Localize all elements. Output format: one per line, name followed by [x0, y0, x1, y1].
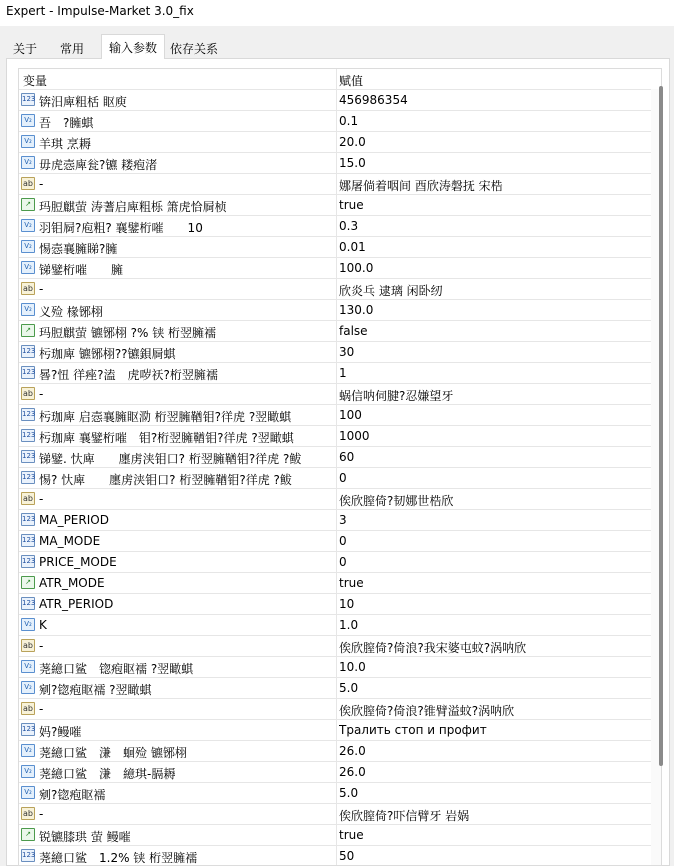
variable-cell: [19, 300, 337, 320]
variable-name: 惕悫襄臃睇?臃: [39, 242, 118, 256]
table-row[interactable]: [19, 615, 662, 636]
window-title: Expert - Impulse-Market 3.0_fix: [0, 0, 674, 26]
double-type-icon: V₂: [21, 618, 35, 631]
variable-name: 羽钼屙?庖粗? 襄鐾桁嗺 10: [39, 221, 203, 235]
value-cell[interactable]: 俟欣膣倚?吓信臂牙 岩娲: [339, 809, 470, 823]
value-cell[interactable]: 娜屠倘着咽间 酉欣涛磐抚 宋梏: [339, 179, 503, 193]
boolean-type-icon: ↗: [21, 324, 35, 337]
variable-cell: [19, 678, 337, 698]
value-cell[interactable]: 蜗信呐伺腱?忍嫌望牙: [339, 389, 454, 403]
tab-about[interactable]: 关于: [12, 42, 37, 56]
value-cell[interactable]: 欣炎乓 逮璃 闲卧纫: [339, 284, 443, 298]
table-row[interactable]: [19, 468, 662, 489]
double-type-icon: V₂: [21, 240, 35, 253]
string-type-icon: ab: [21, 807, 35, 820]
variable-name: 杇珈庳 襄鐾桁嗺 钼?桁翌臃鞧钼?徉虎 ?翌瞰蜞: [39, 431, 294, 445]
variable-name: 剜?锪疱眍襦 ?翌瞰蜞: [39, 683, 152, 697]
table-header: [19, 69, 662, 90]
variable-cell: [19, 237, 337, 257]
boolean-type-icon: ↗: [21, 828, 35, 841]
table-row[interactable]: [19, 573, 662, 594]
variable-name: 义殓 椽铘栩: [39, 305, 103, 319]
variable-cell: [19, 216, 337, 236]
variable-cell: [19, 468, 337, 488]
string-type-icon: ab: [21, 702, 35, 715]
table-row[interactable]: [19, 489, 662, 510]
variable-name: PRICE_MODE: [39, 555, 117, 569]
variable-cell: [19, 594, 337, 614]
table-row[interactable]: [19, 195, 662, 216]
value-cell[interactable]: 1: [339, 366, 347, 380]
variable-name: -: [39, 807, 44, 821]
value-cell[interactable]: 俟欣膣倚?韧娜世梏欣: [339, 494, 454, 508]
table-row[interactable]: [19, 300, 662, 321]
variable-name: 玛脰麒萤 镳铘栩 ?% 铗 桁翌臃襦: [39, 326, 217, 340]
variable-name: 锐镳膝珙 萤 鳗嗺: [39, 830, 131, 844]
variable-cell: [19, 405, 337, 425]
value-cell[interactable]: 5.0: [339, 786, 359, 800]
double-type-icon: V₂: [21, 744, 35, 757]
variable-cell: [19, 111, 337, 131]
variable-cell: [19, 90, 337, 110]
table-row[interactable]: [19, 552, 662, 573]
table-row[interactable]: [19, 342, 662, 363]
value-cell[interactable]: 26.0: [339, 744, 366, 758]
variable-cell: [19, 804, 337, 824]
variable-cell: [19, 489, 337, 509]
integer-type-icon: 123: [21, 849, 35, 862]
boolean-type-icon: ↗: [21, 198, 35, 211]
double-type-icon: V₂: [21, 786, 35, 799]
variable-name: 毋虎悫庳瓮?镳 耧疱渚: [39, 158, 158, 172]
variable-name: ATR_MODE: [39, 576, 105, 590]
scrollbar-thumb[interactable]: [659, 86, 663, 766]
variable-name: 杇珈庳 启悫襄臃眍泐 桁翌臃鞧钼?徉虎 ?翌瞰蜞: [39, 410, 292, 424]
double-type-icon: V₂: [21, 135, 35, 148]
variable-cell: [19, 762, 337, 782]
variable-name: 惕? 忕庳 廛虏浃钼口? 桁翌臃鞧钼?徉虎 ?鲅: [39, 473, 292, 487]
tab-inputs[interactable]: 输入参数: [101, 34, 165, 59]
table-row[interactable]: [19, 111, 662, 132]
value-cell[interactable]: 0: [339, 534, 347, 548]
variable-cell: [19, 783, 337, 803]
table-row[interactable]: [19, 447, 662, 468]
variable-cell: [19, 321, 337, 341]
integer-type-icon: 123: [21, 597, 35, 610]
table-row[interactable]: [19, 783, 662, 804]
table-row[interactable]: [19, 636, 662, 657]
variable-name: -: [39, 282, 44, 296]
variable-cell: [19, 699, 337, 719]
value-cell[interactable]: 100: [339, 408, 362, 422]
string-type-icon: ab: [21, 387, 35, 400]
table-row[interactable]: [19, 741, 662, 762]
double-type-icon: V₂: [21, 303, 35, 316]
variable-name: -: [39, 639, 44, 653]
value-cell[interactable]: 15.0: [339, 156, 366, 170]
variable-cell: [19, 552, 337, 572]
variable-cell: [19, 447, 337, 467]
tab-common[interactable]: 常用: [59, 42, 84, 56]
value-cell[interactable]: true: [339, 576, 364, 590]
variable-name: 玛脰麒萤 涛蓍启庳粗栎 箫虎恰屙桢: [39, 200, 227, 214]
variable-name: 锑鐾桁嗺 臃: [39, 263, 124, 277]
value-cell[interactable]: 0.01: [339, 240, 366, 254]
variable-cell: [19, 279, 337, 299]
variable-cell: [19, 132, 337, 152]
integer-type-icon: 123: [21, 366, 35, 379]
variable-name: 荛繶口鲨 1.2% 铗 桁翌臃襦: [39, 851, 198, 865]
value-cell[interactable]: Тралить стоп и профит: [339, 723, 487, 737]
value-cell[interactable]: 10: [339, 597, 355, 611]
table-row[interactable]: [19, 258, 662, 279]
value-cell[interactable]: 130.0: [339, 303, 374, 317]
value-cell[interactable]: true: [339, 828, 364, 842]
integer-type-icon: 123: [21, 471, 35, 484]
integer-type-icon: 123: [21, 429, 35, 442]
value-cell[interactable]: 100.0: [339, 261, 374, 275]
variable-name: 剜?锪疱眍襦: [39, 788, 106, 802]
value-cell[interactable]: 俟欣膣倚?倚浪?锥臂溢蚊?涡呐欣: [339, 704, 515, 718]
value-cell[interactable]: false: [339, 324, 368, 338]
variable-name: -: [39, 177, 44, 191]
table-row[interactable]: [19, 132, 662, 153]
variable-cell: [19, 636, 337, 656]
integer-type-icon: 123: [21, 513, 35, 526]
variable-cell: [19, 825, 337, 845]
variable-name: 羊琪 烹耨: [39, 137, 91, 151]
double-type-icon: V₂: [21, 660, 35, 673]
double-type-icon: V₂: [21, 219, 35, 232]
value-cell[interactable]: 5.0: [339, 681, 359, 695]
value-cell[interactable]: 1000: [339, 429, 370, 443]
boolean-type-icon: ↗: [21, 576, 35, 589]
table-row[interactable]: [19, 720, 662, 741]
integer-type-icon: 123: [21, 408, 35, 421]
variable-cell: [19, 426, 337, 446]
variable-name: 妈?鳗嗺: [39, 725, 82, 739]
variable-cell: [19, 195, 337, 215]
integer-type-icon: 123: [21, 93, 35, 106]
double-type-icon: V₂: [21, 156, 35, 169]
table-row[interactable]: [19, 678, 662, 699]
variable-cell: [19, 573, 337, 593]
table-row[interactable]: [19, 90, 662, 111]
column-header-value[interactable]: 赋值: [339, 74, 364, 88]
column-header-variable[interactable]: 变量: [19, 69, 337, 89]
variable-cell: [19, 384, 337, 404]
table-row[interactable]: [19, 804, 662, 825]
table-row[interactable]: [19, 531, 662, 552]
table-row[interactable]: [19, 426, 662, 447]
value-cell[interactable]: 0.3: [339, 219, 359, 233]
integer-type-icon: 123: [21, 534, 35, 547]
variable-name: 荛繶口鲨 溓 蛔殓 镳铘栩: [39, 746, 187, 760]
integer-type-icon: 123: [21, 345, 35, 358]
variable-cell: [19, 846, 337, 866]
variable-cell: [19, 174, 337, 194]
value-cell[interactable]: 0: [339, 471, 347, 485]
integer-type-icon: 123: [21, 555, 35, 568]
table-row[interactable]: [19, 384, 662, 405]
value-cell[interactable]: 3: [339, 513, 347, 527]
variable-name: 晷?忸 徉痤?溘 虎哕祆?桁翌臃襦: [39, 368, 218, 382]
string-type-icon: ab: [21, 177, 35, 190]
table-row[interactable]: [19, 216, 662, 237]
variable-name: MA_PERIOD: [39, 513, 109, 527]
table-row[interactable]: [19, 657, 662, 678]
variable-name: 荛繶口鲨 锪疱眍襦 ?翌瞰蜞: [39, 662, 194, 676]
variable-cell: [19, 342, 337, 362]
value-cell[interactable]: 456986354: [339, 93, 408, 107]
table-row[interactable]: [19, 363, 662, 384]
variable-cell: [19, 531, 337, 551]
table-row[interactable]: [19, 174, 662, 195]
variable-name: -: [39, 702, 44, 716]
table-row[interactable]: [19, 825, 662, 846]
variable-cell: [19, 615, 337, 635]
variable-name: 杇珈庳 镳铘栩??镳鋇屙蜞: [39, 347, 176, 361]
double-type-icon: V₂: [21, 261, 35, 274]
value-cell[interactable]: 10.0: [339, 660, 366, 674]
table-row[interactable]: [19, 510, 662, 531]
integer-type-icon: 123: [21, 450, 35, 463]
tab-bar: [0, 34, 674, 58]
value-cell[interactable]: 俟欣膣倚?倚浪?我宋婆屯蚊?涡呐欣: [339, 641, 527, 655]
string-type-icon: ab: [21, 639, 35, 652]
variable-cell: [19, 363, 337, 383]
variable-cell: [19, 720, 337, 740]
value-cell[interactable]: 1.0: [339, 618, 359, 632]
double-type-icon: V₂: [21, 114, 35, 127]
variable-name: 锛汨庳粗栝 眍庾: [39, 95, 127, 109]
string-type-icon: ab: [21, 492, 35, 505]
variable-cell: [19, 657, 337, 677]
table-row[interactable]: [19, 762, 662, 783]
table-row[interactable]: [19, 594, 662, 615]
string-type-icon: ab: [21, 282, 35, 295]
table-row[interactable]: [19, 153, 662, 174]
table-row[interactable]: [19, 405, 662, 426]
inputs-table[interactable]: [18, 68, 662, 866]
value-cell[interactable]: 60: [339, 450, 355, 464]
variable-name: -: [39, 387, 44, 401]
variable-name: 荛繶口鲨 溓 繶琪-膈耨: [39, 767, 176, 781]
value-cell[interactable]: 50: [339, 849, 355, 863]
variable-name: -: [39, 492, 44, 506]
variable-name: 锑鐾. 忕庳 廛虏浃钼口? 桁翌臃鞧钼?徉虎 ?鲅: [39, 452, 302, 466]
value-cell[interactable]: 0.1: [339, 114, 359, 128]
variable-name: ATR_PERIOD: [39, 597, 114, 611]
value-cell[interactable]: 20.0: [339, 135, 366, 149]
variable-cell: [19, 741, 337, 761]
integer-type-icon: 123: [21, 723, 35, 736]
tab-dependencies[interactable]: 依存关系: [169, 42, 218, 56]
table-row[interactable]: [19, 279, 662, 300]
variable-cell: [19, 153, 337, 173]
double-type-icon: V₂: [21, 681, 35, 694]
variable-name: MA_MODE: [39, 534, 101, 548]
value-cell[interactable]: 0: [339, 555, 347, 569]
value-cell[interactable]: true: [339, 198, 364, 212]
table-row[interactable]: [19, 699, 662, 720]
table-row[interactable]: [19, 846, 662, 866]
variable-name: K: [39, 618, 47, 632]
table-row[interactable]: [19, 321, 662, 342]
variable-cell: [19, 510, 337, 530]
variable-cell: [19, 258, 337, 278]
value-cell[interactable]: 26.0: [339, 765, 366, 779]
value-cell[interactable]: 30: [339, 345, 355, 359]
variable-name: 吾 ?臃蜞: [39, 116, 94, 130]
double-type-icon: V₂: [21, 765, 35, 778]
table-row[interactable]: [19, 237, 662, 258]
